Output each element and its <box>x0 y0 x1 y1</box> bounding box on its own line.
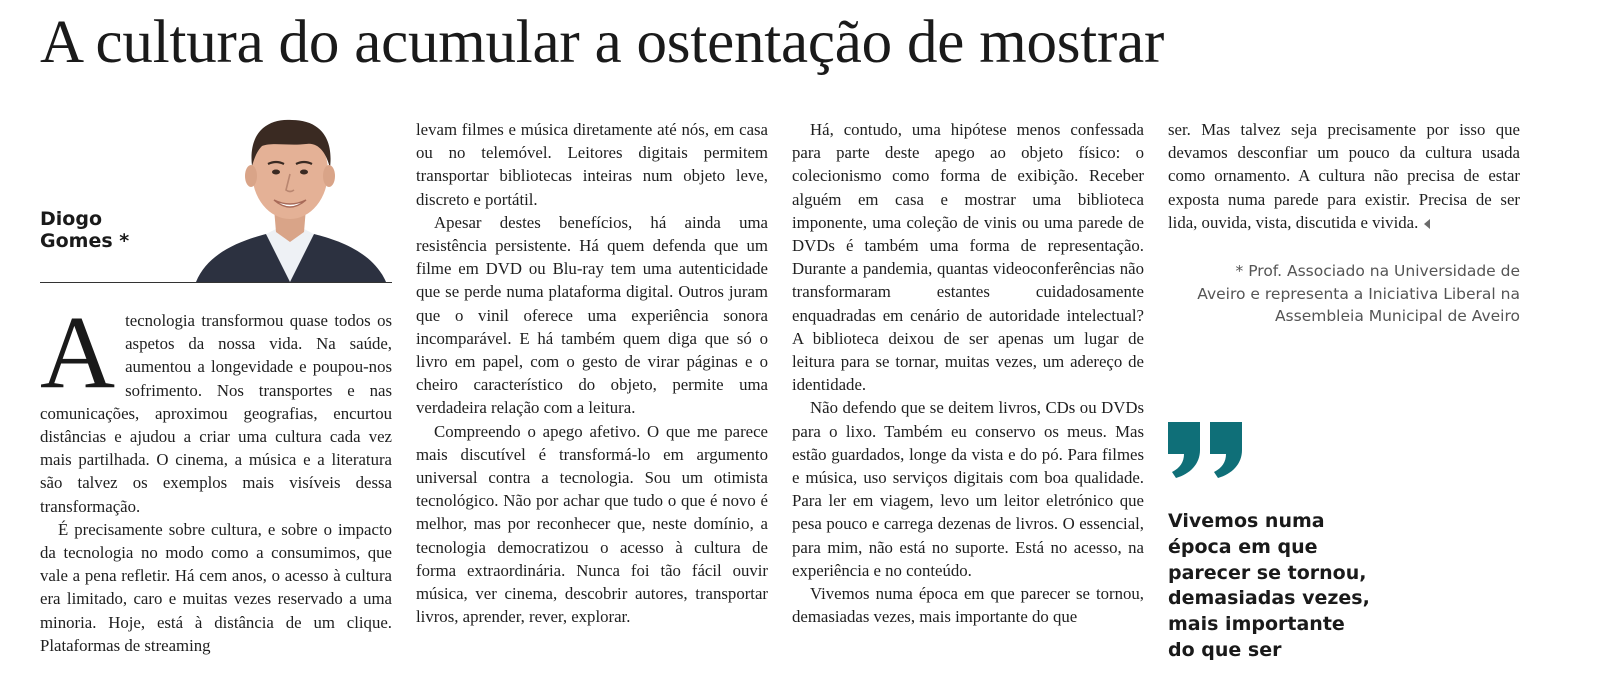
article-column-3 <box>792 118 1144 628</box>
author-divider <box>40 282 392 283</box>
paragraph: Apesar destes benefícios, há ainda uma resistência persistente. Há quem defenda que um filme em DVD ou Blu-ray tem uma autenticidade que se perde numa plataforma digital. Outros juram que o vinil oferece uma experiência sonora incomparável. E há também quem diga que só o livro em papel, com o gesto de virar páginas e o cheiro característico do objeto, permite uma verdadeira relação com a leitura. <box>416 212 768 418</box>
paragraph: Há, contudo, uma hipótese menos confessada para parte deste apego ao objeto físico: o colecionismo como forma de exibição. Receber alguém em casa e mostrar uma biblioteca imponente, uma coleção de vinis ou uma parede de DVDs é também uma forma de representação. Durante a pandemia, quantas videoconferências não transformaram estantes cuidadosamente enquadradas em cenário de autoridade intelectual? A biblioteca deixou de ser apenas um lugar de leitura para se tornar, muitas vezes, um adereço de identidade. <box>792 120 1144 395</box>
author-note: * Prof. Associado na Universidade de Aveiro e representa a Iniciativa Liberal na Assembleia Municipal de Aveiro <box>1197 262 1520 325</box>
end-of-article-icon <box>1424 219 1430 229</box>
headline: A cultura do acumular a ostentação de mostrar <box>40 9 1165 76</box>
paragraph: Não defendo que se deitem livros, CDs ou DVDs para o lixo. Também eu conservo os meus. Mas estão guardados, longe da vista e do pó. Para filmes e música, uso serviços digitais com boa qualidade. Para ler em viagem, levo um leitor eletrónico que pesa pouco e carrega dezenas de livros. O essencial, para mim, não está no suporte. Está no acesso, na experiência e no conteúdo. <box>792 398 1144 580</box>
pull-quote: Vivemos numa época em que parecer se tornou, demasiadas vezes, mais importante do que ser <box>1168 510 1370 661</box>
paragraph: É precisamente sobre cultura, e sobre o impacto da tecnologia no modo como a consumimos, que vale a pena refletir. Há cem anos, o acesso à cultura era limitado, caro e muitas vezes reservado a uma minoria. Hoje, está à distância de um clique. Plataformas de streaming <box>40 519 392 655</box>
paragraph: Vivemos numa época em que parecer se tornou, demasiadas vezes, mais importante do que <box>792 584 1144 627</box>
author-name <box>40 208 170 252</box>
article-column-4 <box>1168 118 1520 234</box>
author-portrait <box>188 112 392 282</box>
paragraph: Atecnologia transformou quase todos os aspetos da nossa vida. Na saúde, aumentou a longevidade e poupou-nos sofrimento. Nos transportes e nas comunicações, aproximou geografias, encurtou distâncias e ajudou a criar uma cultura cada vez mais partilhada. O cinema, a música e a literatura são talvez os exemplos mais visíveis dessa transformação. <box>40 295 392 516</box>
paragraph: levam filmes e música diretamente até nós, em casa ou no telemóvel. Leitores digitais permitem transportar bibliotecas inteiras num objeto leve, discreto e portátil. <box>416 120 768 209</box>
paragraph: Compreendo o apego afetivo. O que me parece mais discutível é transformá-lo em argumento universal contra a tecnologia. Sou um otimista tecnológico. Não por achar que tudo o que é novo é melhor, mas por reconhecer que, neste domínio, a tecnologia democratizou o acesso à cultura de forma extraordinária. Nunca foi tão fácil ouvir música, ver cinema, descobrir autores, transportar livros, aprender, rever, explorar. <box>416 421 768 627</box>
article-column-2 <box>416 118 768 628</box>
article-column-1 <box>40 295 392 657</box>
drop-cap: A <box>40 295 116 410</box>
author-first-name: Diogo <box>40 208 102 230</box>
paragraph: ser. Mas talvez seja precisamente por isso que devamos desconfiar um pouco da cultura usada como ornamento. A cultura não precisa de estar exposta numa parede para existir. Precisa de ser lida, ouvida, vista, discutida e vivida. <box>1168 120 1520 232</box>
author-block <box>40 112 392 284</box>
quote-marks-icon <box>1166 420 1246 480</box>
author-last-name: Gomes * <box>40 230 130 252</box>
